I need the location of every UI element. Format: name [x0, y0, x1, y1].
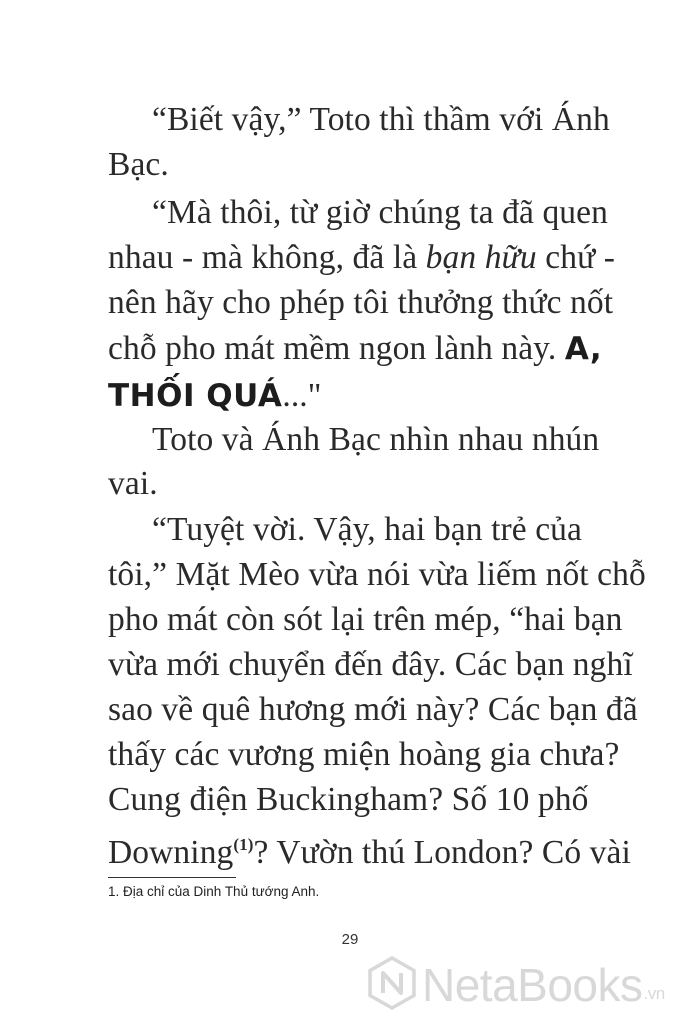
text-line [108, 464, 582, 504]
text: sao về quê hương mới này? Các bạn đã [108, 691, 638, 728]
text: Downing [108, 834, 234, 871]
text: tôi,” Mặt Mèo vừa nói vừa liếm nốt chỗ [108, 556, 646, 593]
text-line [152, 193, 608, 233]
text: ? Vườn thú London? Có vài [253, 834, 631, 871]
page-number: 29 [341, 931, 359, 948]
text-line [108, 735, 620, 775]
netabooks-logo-icon [366, 955, 418, 1016]
text-line [108, 600, 623, 640]
text-line [108, 145, 582, 185]
text: Toto và Ánh Bạc nhìn nhau nhún [152, 421, 600, 458]
text-line [108, 690, 638, 730]
text-line [152, 100, 610, 140]
text: thấy các vương miện hoàng gia chưa? [108, 736, 620, 773]
text-line [108, 780, 589, 820]
text: “Biết vậy,” Toto thì thầm với Ánh [152, 101, 610, 138]
text-line [108, 645, 633, 685]
text: Cung điện Buckingham? Số 10 phố [108, 781, 589, 818]
text: chứ - [536, 239, 616, 276]
text-line [108, 376, 582, 416]
text: chỗ pho mát mềm ngon lành này. [108, 330, 565, 367]
text-line [108, 329, 603, 369]
text: vừa mới chuyển đến đây. Các bạn nghĩ [108, 646, 633, 683]
text: vai. [108, 465, 158, 502]
watermark [366, 955, 665, 1015]
text-line [108, 825, 631, 873]
text: “Mà thôi, từ giờ chúng ta đã quen [152, 194, 608, 231]
text: pho mát còn sót lại trên mép, “hai bạn [108, 601, 623, 638]
watermark-brand: NetaBooks [422, 959, 643, 1011]
text-line [108, 555, 646, 595]
text: Bạc. [108, 146, 169, 183]
text-line [152, 510, 582, 550]
text: “Tuyệt vời. Vậy, hai bạn trẻ của [152, 511, 582, 548]
text: ..." [282, 377, 322, 414]
shout-text: THỐI QUÁ [108, 378, 283, 414]
text-line [108, 283, 614, 323]
text-line [152, 420, 600, 460]
footnote-marker: (1) [233, 835, 254, 854]
text: nên hãy cho phép tôi thưởng thức nốt [108, 284, 614, 321]
shout-text: A, [564, 331, 603, 367]
text: nhau - mà không, đã là [108, 239, 426, 276]
footnote-divider [108, 877, 236, 878]
footnote: 1. Địa chỉ của Dinh Thủ tướng Anh. [108, 884, 320, 899]
text-line [108, 238, 616, 278]
watermark-suffix: .vn [643, 984, 665, 1003]
emphasis-text: bạn hữu [425, 239, 537, 276]
